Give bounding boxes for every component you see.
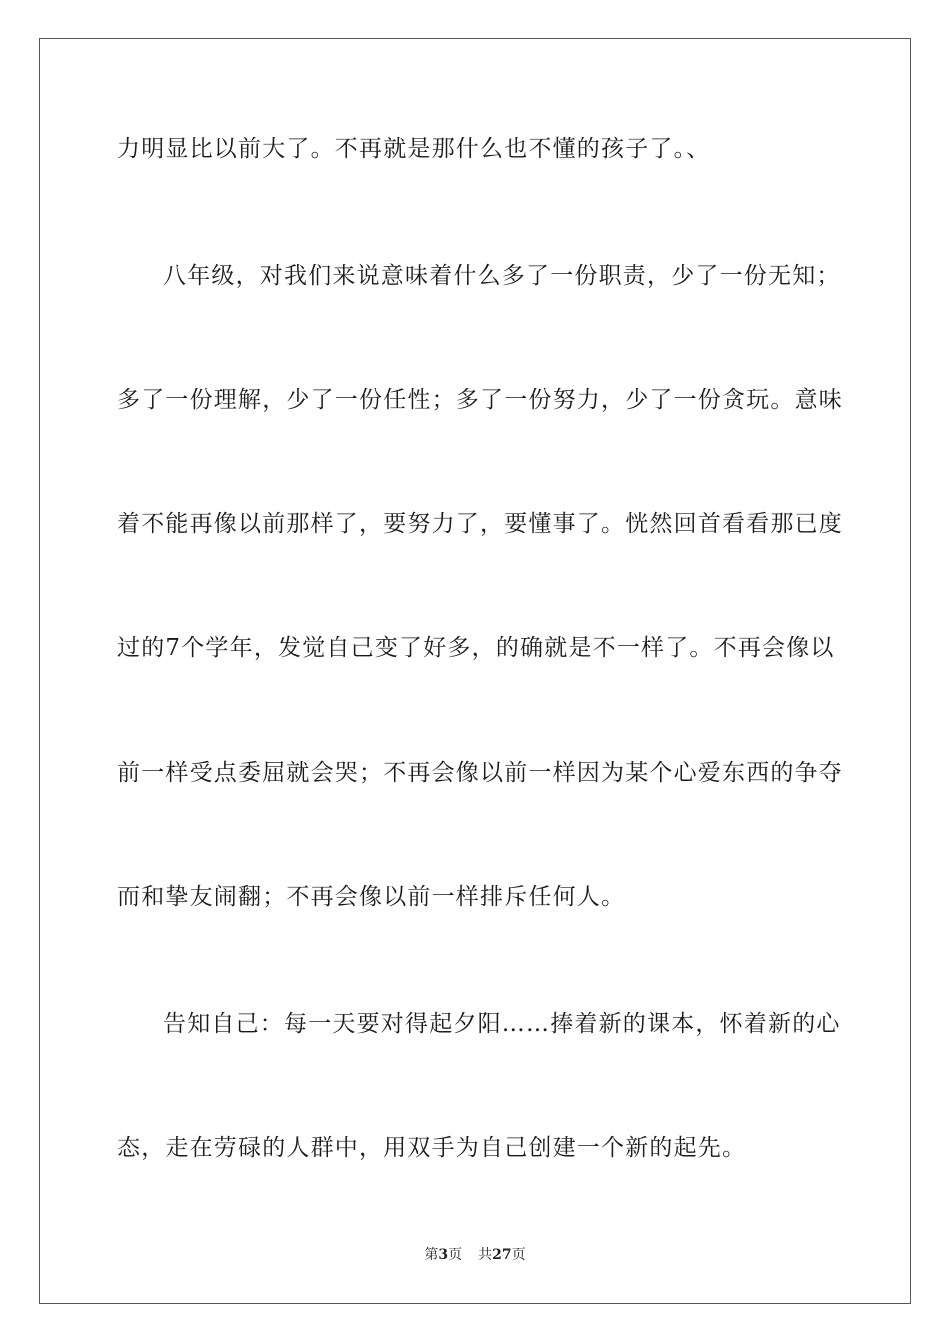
page-prefix: 第: [424, 1247, 439, 1263]
text-line-2-paragraph-start: 八年级，对我们来说意味着什么多了一份职责，少了一份无知；: [163, 263, 841, 289]
total-pages: 27: [492, 1247, 512, 1263]
text-line-1: 力明显比以前大了。不再就是那什么也不懂的孩子了。、: [117, 136, 711, 162]
text-line-7: 而和挚友闹翻；不再会像以前一样排斥任何人。: [117, 884, 626, 910]
total-suffix: 页: [511, 1247, 526, 1263]
text-line-9: 态，走在劳碌的人群中，用双手为自己创建一个新的起先。: [117, 1135, 747, 1161]
text-line-8-paragraph-start: 告知自己：每一天要对得起夕阳……捧着新的课本，怀着新的心: [163, 1011, 841, 1037]
page-suffix: 页: [448, 1247, 463, 1263]
page-footer: [0, 1246, 950, 1264]
text-line-5: 过的7个学年，发觉自己变了好多，的确就是不一样了。不再会像以: [117, 635, 835, 661]
text-line-3: 多了一份理解，少了一份任性；多了一份努力，少了一份贪玩。意味: [117, 387, 843, 413]
page-number: 3: [438, 1247, 449, 1263]
text-line-6: 前一样受点委屈就会哭；不再会像以前一样因为某个心爱东西的争夺: [117, 760, 843, 786]
page-border: [39, 38, 911, 1304]
total-prefix: 共: [478, 1247, 493, 1263]
text-line-4: 着不能再像以前那样了，要努力了，要懂事了。恍然回首看看那已度: [117, 511, 843, 537]
